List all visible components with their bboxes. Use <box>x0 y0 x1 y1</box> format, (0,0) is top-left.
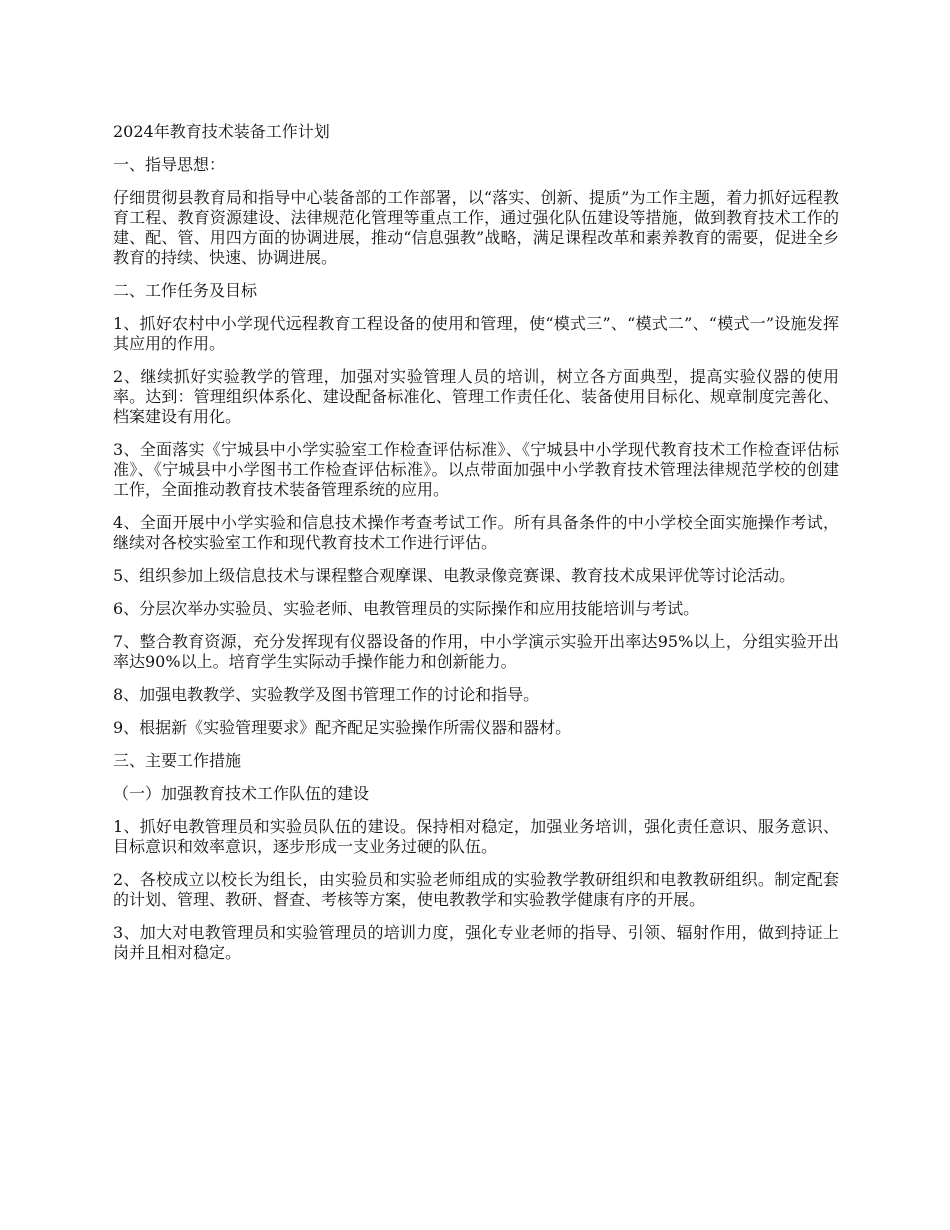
list-item-task-1: 1、抓好农村中小学现代远程教育工程设备的使用和管理，使“模式三”、“模式二”、“模式一”设施发挥其应用的作用。 <box>113 314 839 353</box>
section-heading-tasks-goals: 二、工作任务及目标 <box>113 281 258 300</box>
document-body <box>113 122 839 976</box>
list-item-task-8: 8、加强电教教学、实验教学及图书管理工作的讨论和指导。 <box>113 685 540 704</box>
list-item-task-7: 7、整合教育资源，充分发挥现有仪器设备的作用，中小学演示实验开出率达95%以上，分组实验开出率达90%以上。培育学生实际动手操作能力和创新能力。 <box>113 632 839 671</box>
paragraph-guiding-ideology: 仔细贯彻县教育局和指导中心装备部的工作部署，以“落实、创新、提质”为工作主题，着力抓好远程教育工程、教育资源建设、法律规范化管理等重点工作，通过强化队伍建设等措施，做到教育技术工作的建、配、管、用四方面的协调进展，推动“信息强教”战略，满足课程改革和素养教育的需要，促进全乡教育的持续、快速、协调进展。 <box>113 188 839 267</box>
list-item-task-5: 5、组织参加上级信息技术与课程整合观摩课、电教录像竞赛课、教育技术成果评优等讨论活动。 <box>113 566 796 585</box>
document-title: 2024年教育技术装备工作计划 <box>113 122 330 141</box>
list-item-task-2: 2、继续抓好实验教学的管理，加强对实验管理人员的培训，树立各方面典型，提高实验仪器的使用率。达到：管理组织体系化、建设配备标准化、管理工作责任化、装备使用目标化、规章制度完善化、档案建设有用化。 <box>113 367 839 426</box>
list-item-task-4: 4、全面开展中小学实验和信息技术操作考查考试工作。所有具备条件的中小学校全面实施操作考试，继续对各校实验室工作和现代教育技术工作进行评估。 <box>113 513 839 552</box>
section-heading-guiding-ideology: 一、指导思想： <box>113 155 226 174</box>
list-item-measure-1: 1、抓好电教管理员和实验员队伍的建设。保持相对稳定，加强业务培训，强化责任意识、服务意识、目标意识和效率意识，逐步形成一支业务过硬的队伍。 <box>113 817 839 856</box>
subsection-heading-team-building: （一）加强教育技术工作队伍的建设 <box>113 784 370 803</box>
section-heading-main-measures: 三、主要工作措施 <box>113 751 242 770</box>
list-item-measure-3: 3、加大对电教管理员和实验管理员的培训力度，强化专业老师的指导、引领、辐射作用，做到持证上岗并且相对稳定。 <box>113 923 839 962</box>
list-item-task-6: 6、分层次举办实验员、实验老师、电教管理员的实际操作和应用技能培训与考试。 <box>113 599 700 618</box>
list-item-task-3: 3、全面落实《宁城县中小学实验室工作检查评估标准》、《宁城县中小学现代教育技术工作检查评估标准》、《宁城县中小学图书工作检查评估标准》。以点带面加强中小学教育技术管理法律规范学校的创建工作，全面推动教育技术装备管理系统的应用。 <box>113 440 839 499</box>
list-item-measure-2: 2、各校成立以校长为组长，由实验员和实验老师组成的实验教学教研组织和电教教研组织。制定配套的计划、管理、教研、督查、考核等方案，使电教教学和实验教学健康有序的开展。 <box>113 870 839 909</box>
list-item-task-9: 9、根据新《实验管理要求》配齐配足实验操作所需仪器和器材。 <box>113 718 572 737</box>
